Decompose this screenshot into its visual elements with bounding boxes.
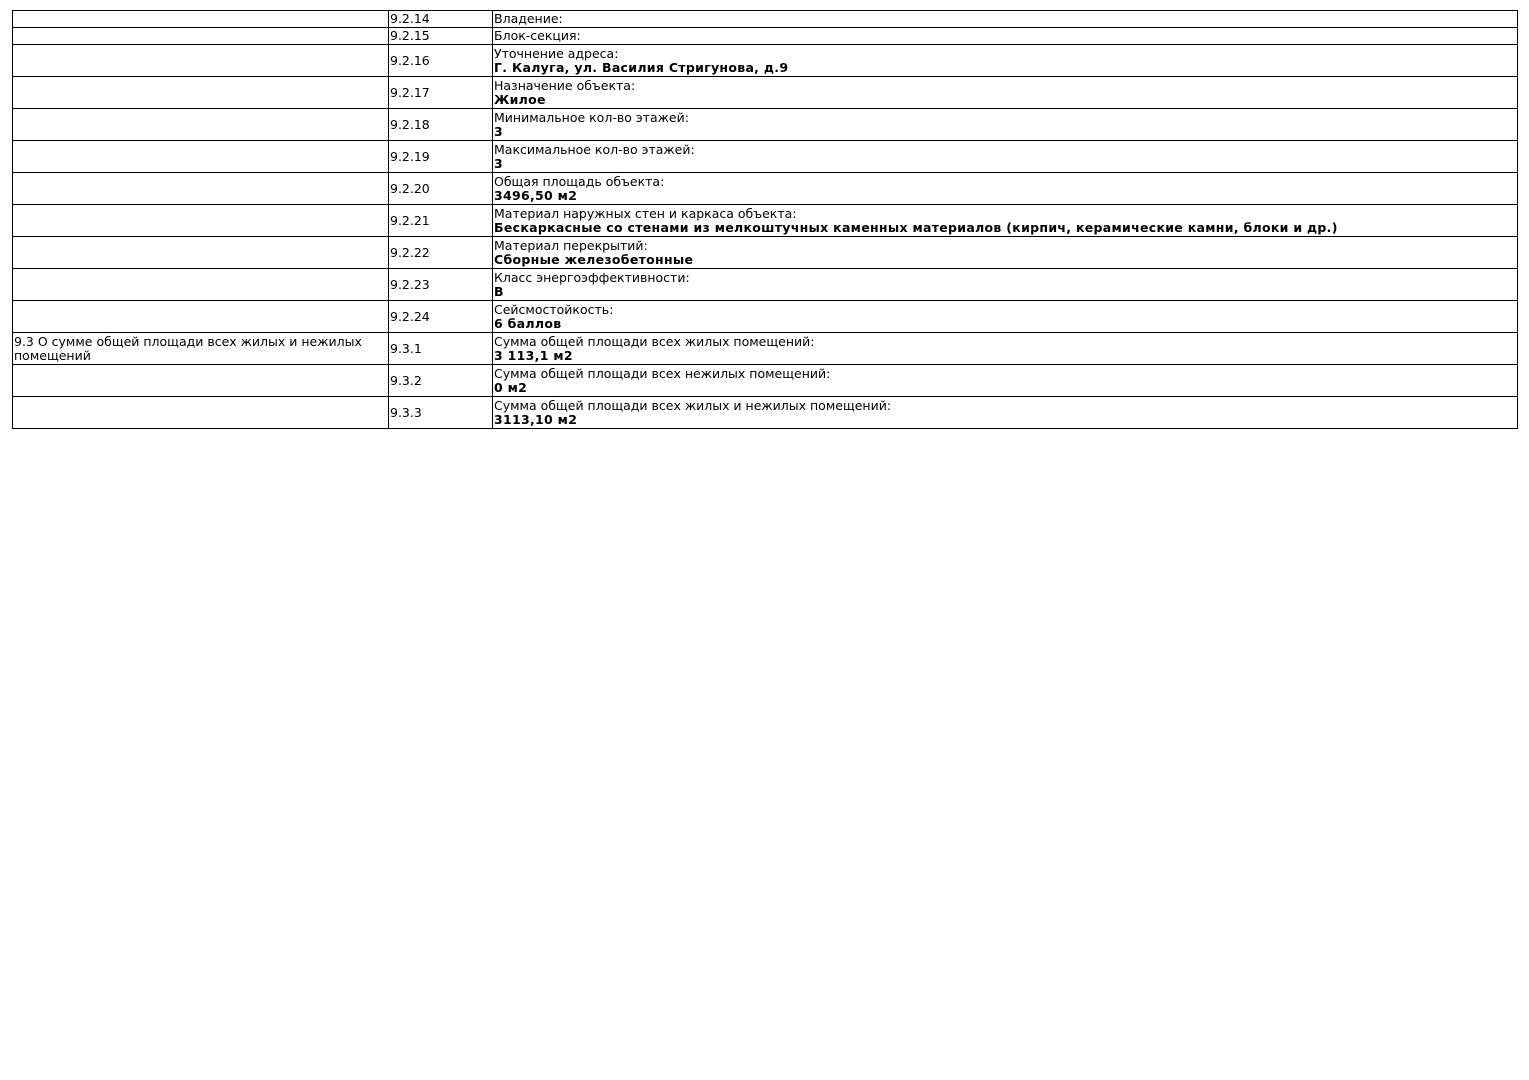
field-label: Владение: [494,11,563,26]
field-value: 3113,10 м2 [494,411,578,427]
field-label: Сумма общей площади всех нежилых помещений: [494,365,831,381]
item-code: 9.3.2 [389,365,493,397]
table-row [13,333,1518,365]
item-code: 9.2.14 [389,11,493,28]
section-cell [13,365,389,397]
item-cell [493,237,1518,269]
field-value: B [494,283,504,299]
section-cell [13,77,389,109]
item-code: 9.2.21 [389,205,493,237]
field-label: Блок-секция: [494,28,581,43]
item-cell [493,45,1518,77]
field-value: Бескаркасные со стенами из мелкоштучных каменных материалов (кирпич, керамические камни, блоки и др.) [494,219,1338,235]
field-value: Жилое [494,91,546,107]
table-row [13,45,1518,77]
item-cell [493,301,1518,333]
item-code: 9.2.23 [389,269,493,301]
section-cell [13,11,389,28]
item-code: 9.2.17 [389,77,493,109]
field-label: Минимальное кол-во этажей: [494,109,689,125]
field-label: Сумма общей площади всех жилых и нежилых помещений: [494,397,892,413]
field-label: Уточнение адреса: [494,45,619,61]
section-cell [13,205,389,237]
field-value: 6 баллов [494,315,562,331]
table-row [13,269,1518,301]
table-row [13,365,1518,397]
section-heading: 9.3 О сумме общей площади всех жилых и нежилых помещений [13,333,389,365]
section-cell [13,397,389,429]
item-cell [493,205,1518,237]
item-cell [493,77,1518,109]
field-label: Материал перекрытий: [494,237,648,253]
table-row [13,237,1518,269]
field-label: Сумма общей площади всех жилых помещений: [494,333,815,349]
section-cell [13,237,389,269]
item-cell [493,141,1518,173]
item-cell [493,333,1518,365]
table-row [13,28,1518,45]
item-cell [493,173,1518,205]
table-row [13,397,1518,429]
table-row [13,205,1518,237]
project-declaration-table [12,10,1518,429]
item-code: 9.2.22 [389,237,493,269]
item-cell [493,11,1518,28]
section-cell [13,45,389,77]
item-code: 9.2.20 [389,173,493,205]
field-label: Максимальное кол-во этажей: [494,141,695,157]
section-cell [13,141,389,173]
section-cell [13,173,389,205]
item-code: 9.2.19 [389,141,493,173]
field-value: 0 м2 [494,379,528,395]
table-row [13,173,1518,205]
table-row [13,301,1518,333]
field-label: Сейсмостойкость: [494,301,614,317]
field-value: 3 113,1 м2 [494,347,573,363]
item-code: 9.2.18 [389,109,493,141]
section-cell [13,109,389,141]
field-value: 3496,50 м2 [494,187,578,203]
section-cell [13,269,389,301]
field-value: Сборные железобетонные [494,251,694,267]
item-cell [493,365,1518,397]
field-value: Г. Калуга, ул. Василия Стригунова, д.9 [494,59,789,75]
item-code: 9.3.1 [389,333,493,365]
field-value: 3 [494,155,503,171]
document-page [12,10,1517,429]
item-cell [493,109,1518,141]
field-label: Материал наружных стен и каркаса объекта: [494,205,797,221]
field-value: 3 [494,123,503,139]
table-row [13,109,1518,141]
table-row [13,77,1518,109]
section-cell [13,28,389,45]
item-code: 9.2.16 [389,45,493,77]
item-cell [493,269,1518,301]
item-cell [493,397,1518,429]
table-row [13,11,1518,28]
table-row [13,141,1518,173]
field-label: Общая площадь объекта: [494,173,665,189]
item-code: 9.2.24 [389,301,493,333]
item-code: 9.3.3 [389,397,493,429]
item-code: 9.2.15 [389,28,493,45]
field-label: Назначение объекта: [494,77,636,93]
item-cell [493,28,1518,45]
field-label: Класс энергоэффективности: [494,269,690,285]
section-cell [13,301,389,333]
